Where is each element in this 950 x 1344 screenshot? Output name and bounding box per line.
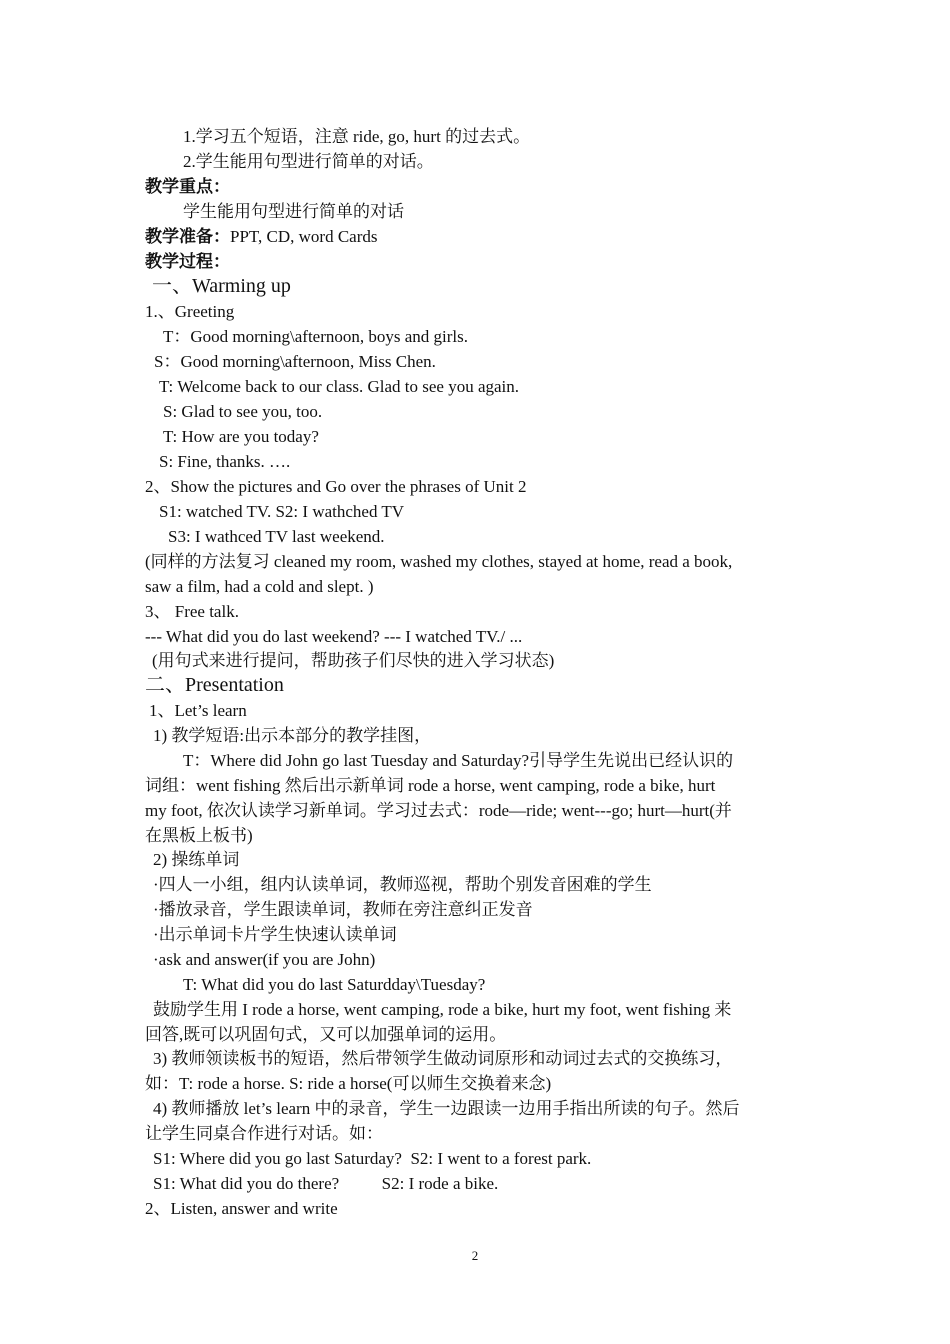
body-text-line: 回答,既可以巩固句式，又可以加强单词的运用。 bbox=[145, 1025, 507, 1044]
dialogue-line: T: Welcome back to our class. Glad to see you again. bbox=[159, 377, 520, 396]
dialogue-line: S3: I wathced TV last weekend. bbox=[168, 527, 385, 546]
body-text-line: T：Where did John go last Tuesday and Saturday?引导学生先说出已经认识的 bbox=[183, 751, 734, 770]
dialogue-line: S：Good morning\afternoon, Miss Chen. bbox=[154, 352, 436, 371]
step-heading-listen: 2、Listen, answer and write bbox=[145, 1199, 338, 1218]
part-heading-warming-up: 一、Warming up bbox=[152, 275, 291, 297]
dialogue-line: --- What did you do last weekend? --- I watched TV./ ... bbox=[145, 627, 523, 646]
dialogue-line: S: Glad to see you, too. bbox=[163, 402, 323, 421]
dialogue-line: S1: watched TV. S2: I wathched TV bbox=[159, 502, 405, 521]
sub-step-line: 2) 操练单词 bbox=[153, 850, 240, 869]
body-text-line: 在黑板上板书) bbox=[145, 826, 253, 845]
key-points-text: 学生能用句型进行简单的对话 bbox=[183, 202, 404, 221]
body-text-line: 词组：went fishing 然后出示新单词 rode a horse, went camping, rode a bike, hurt bbox=[145, 776, 716, 795]
step-heading-greeting: 1.、Greeting bbox=[145, 302, 235, 321]
sub-step-line: 4) 教师播放 let’s learn 中的录音，学生一边跟读一边用手指出所读的句子。然后 bbox=[153, 1099, 740, 1118]
dialogue-line: S1: What did you do there? S2: I rode a bike. bbox=[153, 1174, 499, 1193]
body-text-line: (同样的方法复习 cleaned my room, washed my clothes, stayed at home, read a book, bbox=[145, 552, 733, 571]
objective-line-2: 2.学生能用句型进行简单的对话。 bbox=[183, 152, 434, 171]
body-text-line: 让学生同桌合作进行对话。如： bbox=[145, 1124, 383, 1143]
body-text-line: saw a film, had a cold and slept. ) bbox=[145, 577, 374, 596]
bullet-line: ·出示单词卡片学生快速认读单词 bbox=[153, 925, 397, 944]
objective-line-1: 1.学习五个短语，注意 ride, go, hurt 的过去式。 bbox=[183, 127, 531, 146]
dialogue-line: S: Fine, thanks. …. bbox=[159, 452, 291, 471]
preparation-text: PPT, CD, word Cards bbox=[230, 227, 378, 246]
page-number: 2 bbox=[471, 1248, 479, 1263]
dialogue-line: T：Good morning\afternoon, boys and girls. bbox=[163, 327, 469, 346]
body-text-line: (用句式来进行提问，帮助孩子们尽快的进入学习状态) bbox=[152, 651, 555, 670]
preparation-line bbox=[145, 224, 810, 249]
bullet-line: ·四人一小组，组内认读单词，教师巡视，帮助个别发音困难的学生 bbox=[153, 875, 652, 894]
section-heading-preparation: 教学准备： bbox=[145, 227, 230, 246]
step-heading-lets-learn: 1、Let’s learn bbox=[149, 701, 247, 720]
body-text-line: 如：T: rode a horse. S: ride a horse(可以师生交换着来念) bbox=[145, 1074, 552, 1093]
sub-step-line: 3) 教师领读板书的短语，然后带领学生做动词原形和动词过去式的交换练习， bbox=[153, 1049, 733, 1068]
dialogue-line: S1: Where did you go last Saturday? S2: I went to a forest park. bbox=[153, 1149, 592, 1168]
bullet-line: ·播放录音，学生跟读单词，教师在旁注意纠正发音 bbox=[153, 900, 533, 919]
body-text-line: 鼓励学生用 I rode a horse, went camping, rode a bike, hurt my foot, went fishing 来 bbox=[153, 1000, 732, 1019]
step-heading-free-talk: 3、 Free talk. bbox=[145, 602, 239, 621]
part-heading-presentation: 二、Presentation bbox=[145, 674, 284, 696]
section-heading-process: 教学过程： bbox=[145, 252, 230, 271]
dialogue-line: T: What did you do last Saturdday\Tuesday? bbox=[183, 975, 486, 994]
bullet-line: ·ask and answer(if you are John) bbox=[153, 950, 376, 969]
body-text-line: my foot, 依次认读学习新单词。学习过去式：rode—ride; went---go; hurt—hurt(并 bbox=[145, 801, 732, 820]
step-heading-show-pictures: 2、Show the pictures and Go over the phrases of Unit 2 bbox=[145, 477, 527, 496]
sub-step-line: 1) 教学短语:出示本部分的教学挂图， bbox=[153, 726, 432, 745]
section-heading-key-points: 教学重点： bbox=[145, 177, 230, 196]
dialogue-line: T: How are you today? bbox=[163, 427, 319, 446]
